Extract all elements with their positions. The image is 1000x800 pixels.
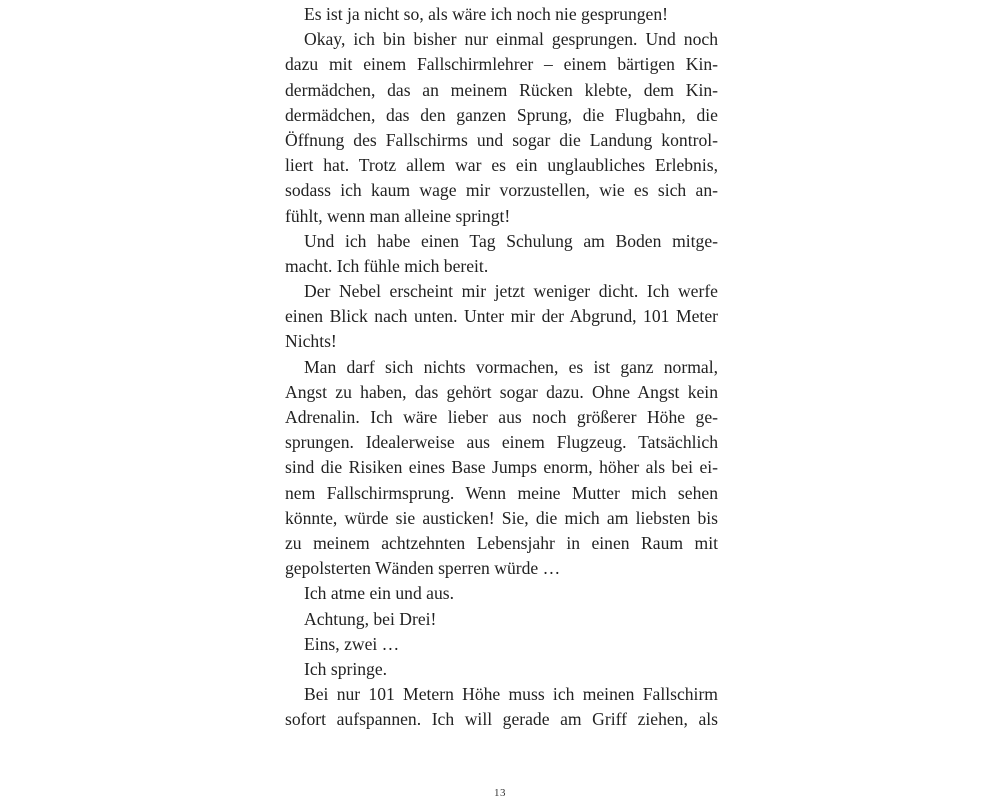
paragraph: [285, 229, 718, 279]
text-line: Ich springe.: [304, 658, 388, 679]
text-line: Öffnung des Fallschirms und sogar die Landung kontrol-: [285, 129, 718, 150]
text-line: nem Fallschirmsprung. Wenn meine Mutter mich sehen: [285, 482, 718, 503]
text-line: sofort aufspannen. Ich will gerade am Griff ziehen, als: [285, 709, 718, 730]
text-line: Angst zu haben, das gehört sogar dazu. Ohne Angst kein: [285, 381, 718, 402]
text-line: Okay, ich bin bisher nur einmal gesprungen. Und noch: [304, 29, 718, 50]
text-line: Achtung, bei Drei!: [304, 608, 437, 629]
text-line: Es ist ja nicht so, als wäre ich noch nie gesprungen!: [304, 4, 668, 24]
text-line: könnte, würde sie austicken! Sie, die mich am liebsten bis: [285, 507, 718, 528]
text-line: macht. Ich fühle mich bereit.: [285, 255, 489, 276]
text-line: gepolsterten Wänden sperren würde …: [285, 558, 561, 579]
text-line: Nichts!: [285, 331, 337, 352]
text-line: Man darf sich nichts vormachen, es ist ganz normal,: [304, 356, 718, 377]
paragraph: [285, 632, 718, 657]
text-line: dazu mit einem Fallschirmlehrer – einem bärtigen Kin-: [285, 54, 718, 75]
paragraph: [285, 607, 718, 632]
text-line: fühlt, wenn man alleine springt!: [285, 205, 511, 226]
paragraph: [285, 682, 718, 732]
text-line: Ich atme ein und aus.: [304, 583, 454, 604]
text-line: sodass ich kaum wage mir vorzustellen, wie es sich an-: [285, 180, 718, 201]
text-line: zu meinem achtzehnten Lebensjahr in einen Raum mit: [285, 532, 718, 553]
text-line: einen Blick nach unten. Unter mir der Abgrund, 101 Meter: [285, 306, 718, 327]
paragraph: [285, 27, 718, 229]
text-line: sprungen. Idealerweise aus einem Flugzeug. Tatsächlich: [285, 432, 718, 453]
text-line: Bei nur 101 Metern Höhe muss ich meinen Fallschirm: [304, 684, 718, 705]
paragraph: [285, 279, 718, 355]
paragraph: [285, 2, 718, 27]
text-line: Und ich habe einen Tag Schulung am Boden mitge-: [304, 230, 718, 251]
page-text: [285, 2, 718, 732]
text-line: liert hat. Trotz allem war es ein unglaubliches Erlebnis,: [285, 155, 718, 176]
text-line: dermädchen, das an meinem Rücken klebte, dem Kin-: [285, 79, 718, 100]
text-line: Adrenalin. Ich wäre lieber aus noch größerer Höhe ge-: [285, 407, 718, 427]
paragraph: [285, 581, 718, 606]
paragraph: [285, 657, 718, 682]
paragraph: [285, 355, 718, 582]
text-line: dermädchen, das den ganzen Sprung, die Flugbahn, die: [285, 104, 718, 125]
page-number: 13: [494, 787, 506, 799]
text-line: Der Nebel erscheint mir jetzt weniger dicht. Ich werfe: [304, 281, 718, 302]
text-line: sind die Risiken eines Base Jumps enorm, höher als bei ei-: [285, 457, 718, 478]
text-line: Eins, zwei …: [304, 633, 400, 654]
